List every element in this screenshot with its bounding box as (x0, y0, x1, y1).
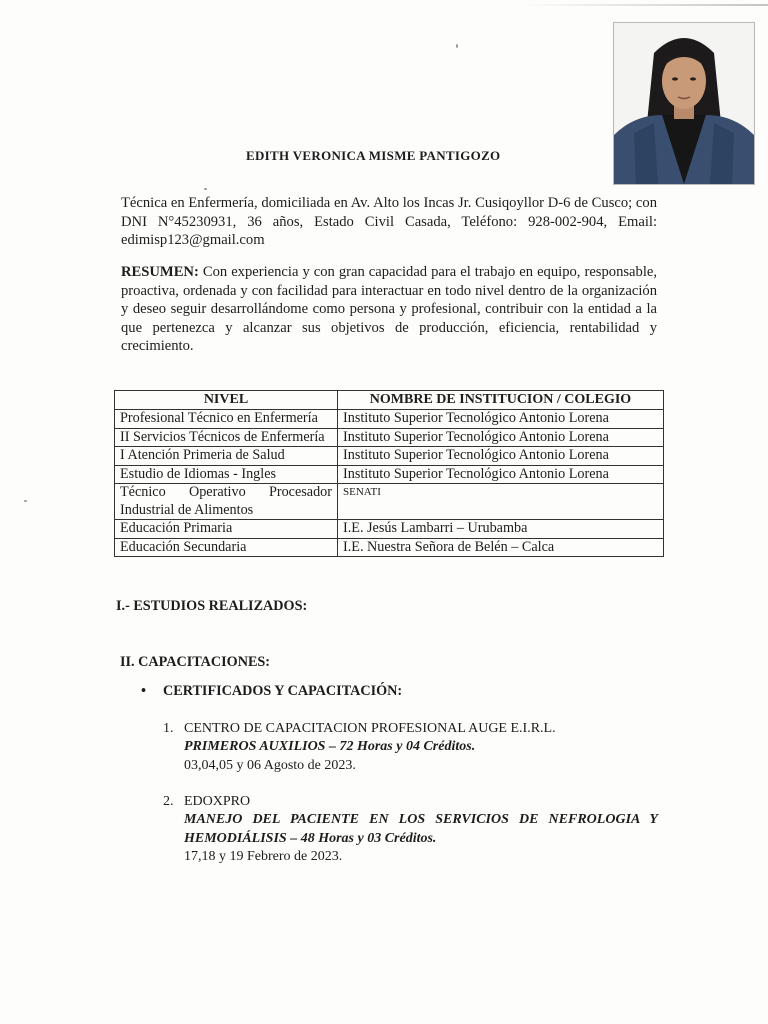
header-nivel: NIVEL (115, 391, 338, 410)
certificates-heading: CERTIFICADOS Y CAPACITACIÓN: (163, 683, 403, 699)
candidate-name: EDITH VERONICA MISME PANTIGOZO (246, 148, 501, 163)
course-title: PRIMEROS AUXILIOS – 72 Horas y 04 Créditos. (184, 739, 476, 755)
cell-institucion: Instituto Superior Tecnológico Antonio Lorena (338, 428, 664, 447)
intro-paragraph: Técnica en Enfermería, domiciliada en Av. Alto los Incas Jr. Cusiqoyllor D-6 de Cusco; con DNI N°45230931, 36 años, Estado Civil Casada, Teléfono: 928-002-904, Email: edimisp123@gmail.com (121, 195, 657, 249)
cell-nivel: II Servicios Técnicos de Enfermería (115, 428, 338, 447)
cell-nivel: Profesional Técnico en Enfermería (115, 410, 338, 429)
table-row (115, 428, 664, 447)
table-row (115, 465, 664, 484)
course-item (163, 793, 658, 866)
course-dates: 03,04,05 y 06 Agosto de 2023. (184, 757, 356, 773)
summary-text: Con experiencia y con gran capacidad para el trabajo en equipo, responsable, proactiva, ordenada y con facilidad para interactuar en todo nivel dentro de la organización y deseo seguir desarrollándome como persona y profesional, contribuir con la entidad a la que pertenezca y alcanzar sus objetivos de producción, eficiencia, rentabilidad y crecimiento. (121, 264, 657, 355)
course-number: 1. (163, 721, 174, 736)
table-row (115, 484, 664, 520)
portrait-photo (613, 22, 755, 185)
cell-institucion: SENATI (338, 484, 664, 520)
cell-nivel: Educación Secundaria (115, 538, 338, 557)
certificates-bullet (141, 683, 402, 700)
cell-nivel: Estudio de Idiomas - Ingles (115, 465, 338, 484)
course-item (163, 720, 658, 775)
education-table (114, 390, 664, 557)
section-training-heading: II. CAPACITACIONES: (120, 654, 271, 670)
summary-label: RESUMEN: (121, 264, 199, 280)
scan-speck (456, 44, 458, 48)
course-title: MANEJO DEL PACIENTE EN LOS SERVICIOS DE NEFROLOGIA Y HEMODIÁLISIS – 48 Horas y 03 Créditos. (184, 812, 658, 846)
bullet-dot-icon: • (141, 683, 146, 699)
section-studies-heading: I.- ESTUDIOS REALIZADOS: (116, 598, 308, 614)
scan-edge (520, 4, 768, 6)
table-row (115, 410, 664, 429)
course-dates: 17,18 y 19 Febrero de 2023. (184, 848, 343, 864)
table-row (115, 538, 664, 557)
cell-institucion: I.E. Nuestra Señora de Belén – Calca (338, 538, 664, 557)
scan-speck (24, 500, 27, 502)
header-institucion: NOMBRE DE INSTITUCION / COLEGIO (338, 391, 664, 410)
table-header-row (115, 391, 664, 410)
cell-institucion: Instituto Superior Tecnológico Antonio Lorena (338, 410, 664, 429)
cell-institucion: Instituto Superior Tecnológico Antonio Lorena (338, 465, 664, 484)
course-institution: EDOXPRO (184, 794, 251, 809)
cell-nivel: I Atención Primeria de Salud (115, 447, 338, 466)
portrait-photo-icon (614, 23, 754, 184)
course-number: 2. (163, 794, 174, 809)
course-institution: CENTRO DE CAPACITACION PROFESIONAL AUGE E.I.R.L. (184, 721, 556, 736)
table-row (115, 520, 664, 539)
cell-institucion: I.E. Jesús Lambarri – Urubamba (338, 520, 664, 539)
summary-paragraph (121, 263, 657, 356)
table-row (115, 447, 664, 466)
cell-nivel: Educación Primaria (115, 520, 338, 539)
cell-institucion: Instituto Superior Tecnológico Antonio Lorena (338, 447, 664, 466)
cell-nivel: Técnico Operativo Procesador Industrial de Alimentos (115, 484, 338, 520)
scan-speck (204, 188, 207, 190)
